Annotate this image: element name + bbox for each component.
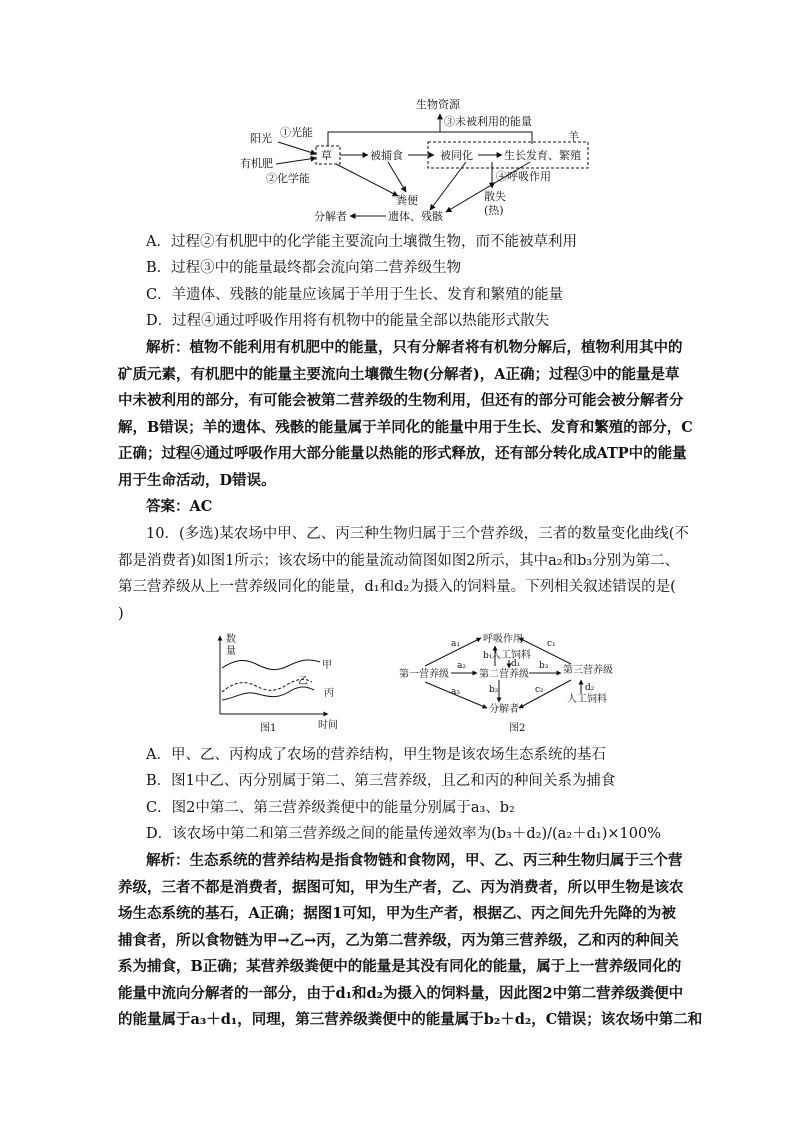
label-light-energy: ①光能 [280,126,313,139]
label-assimilated: 被同化 [440,149,473,162]
fig2-a1: a₁ [451,639,460,649]
label-eaten: 被捕食 [370,149,403,162]
label-bio-resource: 生物资源 [416,98,460,111]
fig2-b2: b₂ [489,685,499,695]
q9-option-d: D．过程④通过呼吸作用将有机物中的能量全部以热能形式散失 [146,313,550,329]
q9-analysis-line-5: 正确；过程④通过呼吸作用大部分能量以热能的形式释放，还有部分转化成ATP中的能量 [118,445,687,462]
figure-1 [200,628,360,738]
fig2-d1: d₁ [511,659,521,669]
q9-analysis-line-6: 用于生命活动，D错误。 [118,472,276,489]
fig2-feed2: 人工饲料 [567,694,607,705]
q10-analysis-line-2: 养级，三者不都是消费者，据图可知，甲为生产者，乙、丙为消费者，所以甲生物是该农 [118,879,684,896]
label-chemical-energy: ②化学能 [266,172,310,185]
q10-stem-line-1: 10．(多选)某农场中甲、乙、丙三种生物归属于三个营养级，三者的数量变化曲线(不 [146,526,689,542]
label-decomposer: 分解者 [314,210,347,223]
fig1-curve-bing [222,687,314,700]
fig2-a3: a₃ [451,687,460,697]
q9-option-c: C．羊遗体、残骸的能量应该属于羊用于生长、发育和繁殖的能量 [146,287,564,303]
label-sunlight: 阳光 [250,132,272,145]
q10-stem-line-3: 第三营养级从上一营养级同化的能量，d₁和d₂为摄入的饲料量。下列相关叙述错误的是( [118,579,676,595]
q10-analysis-line-6: 能量中流向分解者的一部分，由于d₁和d₂为摄入的饲料量，因此图2中第二营养级粪便中 [118,985,684,1002]
q10-analysis-line-3: 场生态系统的基石，A正确；据图1可知，甲为生产者，根据乙、丙之间先升先降的为被 [118,905,676,922]
fig2-c2: c₂ [535,685,544,695]
label-remains: 遗体、残骸 [388,210,443,223]
q10-analysis-line-1: 解析：生态系统的营养结构是指食物链和食物网，甲、乙、丙三种生物归属于三个营 [146,852,683,869]
fig2-decomposer: 分解者 [489,704,519,715]
q10-option-c: C．图2中第二、第三营养级粪便中的能量分别属于a₃、b₂ [146,800,515,816]
q9-answer: 答案：AC [146,498,213,515]
fig2-c1: c₁ [547,639,556,649]
figure-2 [395,628,655,738]
label-feces: 粪便 [396,194,418,207]
label-sheep: 羊 [568,130,579,143]
q10-option-d: D．该农场中第二和第三营养级之间的能量传递效率为(b₃＋d₂)/(a₂＋d₁)×100% [146,826,661,842]
q9-analysis-line-3: 中未被利用的部分，有可能会被第二营养级的生物利用，但还有的部分可能会被分解者分 [118,392,684,409]
q9-option-b: B．过程③中的能量最终都会流向第二营养级生物 [146,260,462,276]
label-grass: 草 [321,149,332,162]
q9-analysis-line-1: 解析：植物不能利用有机肥中的能量，只有分解者将有机物分解后，植物利用其中的 [146,339,683,356]
fig2-caption: 图2 [509,723,526,734]
fig1-curve-jia [222,660,320,670]
fig2-a2: a₂ [457,661,466,671]
fig1-label-yi: 乙 [298,676,308,687]
q9-analysis-line-2: 矿质元素，有机肥中的能量主要流向土壤微生物(分解者)，A正确；过程③中的能量是草 [118,366,680,383]
label-dissipate: 散失 [484,190,506,203]
fig1-xlabel: 时间 [318,720,338,731]
q10-option-b: B．图1中乙、丙分别属于第二、第三营养级，且乙和丙的种间关系为捕食 [146,773,616,789]
fig2-level3: 第三营养级 [563,665,613,676]
q10-analysis-line-5: 系为捕食，B正确；某营养级粪便中的能量是其没有同化的能量，属于上一营养级同化的 [118,958,682,975]
fig2-level1: 第一营养级 [399,669,449,680]
fig2-level2: 第二营养级 [479,669,529,680]
fig1-label-bing: 丙 [324,688,334,699]
label-fertilizer: 有机肥 [240,157,273,170]
energy-flow-diagram [230,92,610,227]
q10-stem-line-2: 都是消费者)如图1所示；该农场中的能量流动简图如图2所示，其中a₂和b₃分别为第二、 [118,553,680,569]
fig1-label-jia: 甲 [322,660,332,671]
label-unused: ③未被利用的能量 [444,115,532,128]
q10-analysis-line-7: 的能量属于a₃＋d₁，同理，第三营养级粪便中的能量属于b₂＋d₂，C错误；该农场中第二和 [118,1011,703,1028]
q9-option-a: A．过程②有机肥中的化学能主要流向土壤微生物，而不能被草利用 [146,234,577,250]
q10-analysis-line-4: 捕食者，所以食物链为甲→乙→丙，乙为第二营养级，丙为第三营养级，乙和丙的种间关 [118,932,679,949]
q10-stem-line-4: ) [118,606,124,622]
fig1-caption: 图1 [260,723,277,734]
fig2-b3: b₃ [539,661,549,671]
fig1-ylabel-1: 数 [226,634,236,645]
q9-analysis-line-4: 解，B错误；羊的遗体、残骸的能量属于羊同化的能量中用于生长、发育和繁殖的部分，C [118,419,693,436]
fig2-d2: d₂ [585,683,595,693]
q10-option-a: A．甲、乙、丙构成了农场的营养结构，甲生物是该农场生态系统的基石 [146,747,606,763]
fig2-b1: b₁ [483,651,493,661]
fig2-feed: 人工饲料 [491,650,531,661]
label-growth: 生长发育、繁殖 [504,149,581,162]
fig1-ylabel-2: 量 [226,646,236,657]
fig2-resp: 呼吸作用 [483,634,523,645]
label-heat: (热) [484,204,504,217]
label-respiration: ④呼吸作用 [496,170,551,183]
